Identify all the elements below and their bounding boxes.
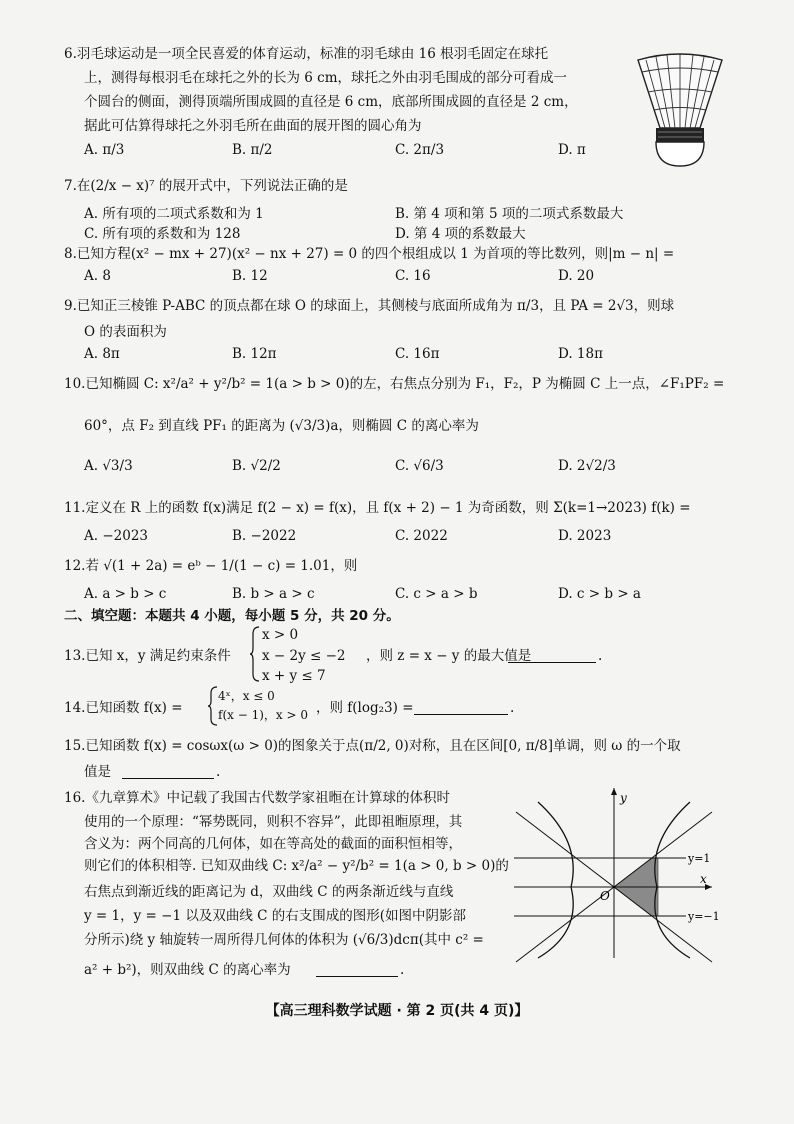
section-heading-fill-in: 二、填空题：本题共 4 小题，每小题 5 分，共 20 分。 [64,608,400,624]
hyperbola-left-branch [538,802,573,958]
q16-period: . [400,962,405,978]
q16-line3: 含义为：两个同高的几何体，如在等高处的截面的面积恒相等， [84,836,462,852]
q13-constraint-2: x − 2y ≤ −2 [262,648,346,664]
q6-line2: 上，测得每根羽毛在球托之外的长为 6 cm，球托之外由羽毛围成的部分可看成一 [84,70,568,86]
q15-answer-blank[interactable] [122,766,214,779]
q12-option-c: C. c > a > b [395,586,478,602]
q10-option-a: A. √3/3 [84,458,133,474]
q7-option-a: A. 所有项的二项式系数和为 1 [84,206,264,222]
q16-line7: 分所示)绕 y 轴旋转一周所得几何体的体积为 (√6/3)dcπ(其中 c² = [84,932,484,948]
q12-option-a: A. a > b > c [84,586,167,602]
q10-option-c: C. √6/3 [395,458,444,474]
q8-stem: 8.已知方程(x² − mx + 27)(x² − nx + 27) = 0 的四个根组成以 1 为首项的等比数列，则|m − n| = [64,246,675,262]
q10-option-d: D. 2√2/3 [558,458,616,474]
q11-option-a: A. −2023 [84,528,148,544]
q16-line4: 则它们的体积相等. 已知双曲线 C: x²/a² − y²/b² = 1(a > 0, b > 0)的 [84,858,509,874]
q7-option-d: D. 第 4 项的系数最大 [395,226,526,242]
q16-line2: 使用的一个原理：“幂势既同，则积不容异”，此即祖暅原理，其 [84,814,463,830]
q15-period: . [216,764,221,780]
q9-option-d: D. 18π [558,346,603,362]
q9-option-b: B. 12π [232,346,277,362]
q12-option-b: B. b > a > c [232,586,315,602]
q10-line2: 60°，点 F₂ 到直线 PF₁ 的距离为 (√3/3)a，则椭圆 C 的离心率为 [84,418,479,434]
q6-option-a: A. π/3 [84,142,125,158]
q15-line1: 15.已知函数 f(x) = cosωx(ω > 0)的图象关于点(π/2, 0)对称，且在区间[0, π/8]单调，则 ω 的一个取 [64,738,681,754]
q15-line2: 值是 [84,764,111,780]
q8-option-a: A. 8 [84,268,111,284]
origin-label: O [600,889,610,903]
q9-option-a: A. 8π [84,346,120,362]
q13-constraint-1: x > 0 [262,627,299,643]
q10-option-b: B. √2/2 [232,458,281,474]
q7-option-b: B. 第 4 项和第 5 项的二项式系数最大 [395,206,624,222]
q11-stem: 11.定义在 R 上的函数 f(x)满足 f(2 − x) = f(x)，且 f(x + 2) − 1 为奇函数，则 Σ(k=1→2023) f(k) = [64,500,691,516]
q13-answer-blank[interactable] [508,650,596,663]
y-axis-label: y [620,791,627,805]
q14-period: . [510,700,515,716]
q7-stem: 7.在(2/x − x)⁷ 的展开式中，下列说法正确的是 [64,178,348,194]
page-footer: 【高三理科数学试题 · 第 2 页(共 4 页)】 [265,1003,529,1019]
q6-line1: 6.羽毛球运动是一项全民喜爱的体育运动，标准的羽毛球由 16 根羽毛固定在球托 [64,46,549,62]
q13-brace [250,626,260,682]
q16-line6: y = 1，y = −1 以及双曲线 C 的右支围成的图形(如图中阴影部 [84,908,467,924]
hyperbola-right-branch [655,802,690,958]
q8-option-b: B. 12 [232,268,268,284]
q11-option-b: B. −2022 [232,528,297,544]
q6-option-c: C. 2π/3 [395,142,445,158]
q8-option-c: C. 16 [395,268,431,284]
q14-tail: ，则 f(log₂3) = [316,700,414,716]
q9-line1: 9.已知正三棱锥 P-ABC 的顶点都在球 O 的球面上，其侧棱与底面所成角为 π/3，且 PA = 2√3，则球 [64,298,675,314]
q6-option-b: B. π/2 [232,142,273,158]
q13-tail: ，则 z = x − y 的最大值是 [366,648,532,664]
q11-option-c: C. 2022 [395,528,448,544]
q8-option-d: D. 20 [558,268,595,284]
q6-option-d: D. π [558,142,586,158]
q14-case-2: f(x − 1)，x > 0 [218,708,308,722]
q13-constraint-3: x + y ≤ 7 [262,668,326,684]
q9-option-c: C. 16π [395,346,440,362]
q12-option-d: D. c > b > a [558,586,641,602]
q9-line2: O 的表面积为 [84,324,167,340]
q6-line3: 个圆台的侧面，测得顶端所围成圆的直径是 6 cm，底部所围成圆的直径是 2 cm， [84,94,578,110]
q10-line1: 10.已知椭圆 C: x²/a² + y²/b² = 1(a > b > 0)的左，右焦点分别为 F₁，F₂，P 为椭圆 C 上一点，∠F₁PF₂ = [64,376,725,392]
q14-case-1: 4ˣ，x ≤ 0 [218,689,275,703]
q6-line4: 据此可估算得球托之外羽毛所在曲面的展开图的圆心角为 [84,118,422,134]
q14-answer-blank[interactable] [414,702,508,715]
q13-stem: 13.已知 x，y 满足约束条件 [64,648,231,664]
q16-line1: 16.《九章算术》中记载了我国古代数学家祖暅在计算球的体积时 [64,790,450,806]
q16-answer-blank[interactable] [316,964,398,977]
line-y-minus-1-label: y=−1 [688,910,720,923]
q16-line8: a² + b²)，则双曲线 C 的离心率为 [84,962,291,978]
q12-stem: 12.若 √(1 + 2a) = eᵇ − 1/(1 − c) = 1.01，则 [64,558,358,574]
q11-option-d: D. 2023 [558,528,612,544]
q16-line5: 右焦点到渐近线的距离记为 d，双曲线 C 的两条渐近线与直线 [84,884,454,900]
hyperbola-figure [514,780,720,960]
line-y-1-label: y=1 [688,852,711,865]
shuttlecock-illustration [630,50,730,168]
q14-stem: 14.已知函数 f(x) = [64,700,183,716]
q13-period: . [598,648,603,664]
q14-brace [208,686,218,726]
q7-option-c: C. 所有项的系数和为 128 [84,226,241,242]
x-axis-label: x [700,872,707,886]
